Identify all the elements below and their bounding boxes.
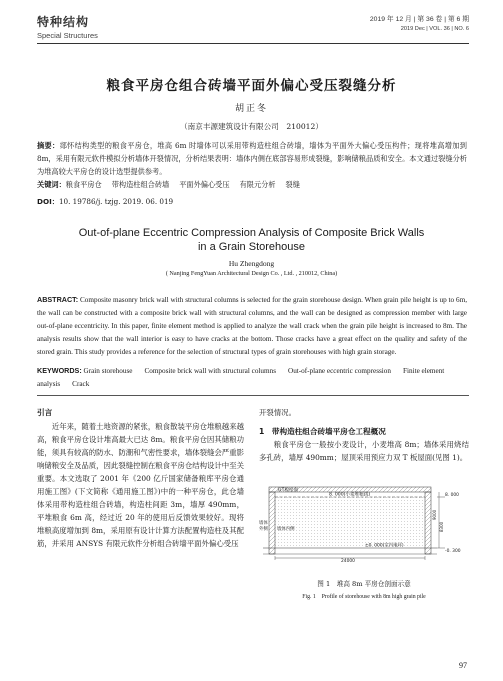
section1-paragraph: 粮食平房仓一般按小麦设计，小麦堆高 8m；墙体采用烧结多孔砖，墙厚 490mm；屋顶采用预应力双 T 板屋面(见图 1)。	[259, 440, 469, 463]
abstract-label-cn: 摘要：	[37, 141, 60, 150]
journal-name-en: Special Structures	[37, 31, 98, 40]
abstract-cn	[37, 139, 467, 179]
left-column	[37, 406, 244, 551]
label-dim-b: 8300	[439, 521, 444, 532]
label-elev-low: -0. 300	[445, 549, 461, 554]
keyword-en: Composite brick wall with structural columns	[144, 367, 276, 375]
keyword-cn: 带构造柱组合砖墙	[111, 180, 170, 189]
keywords-label-en: KEYWORDS:	[37, 366, 82, 375]
figure-caption-cn: 图 1 堆高 8m 平房仓剖面示意	[317, 580, 411, 588]
article-title-en	[0, 226, 503, 254]
page-number: 97	[459, 661, 467, 670]
keyword-en: Finite element analysis	[37, 367, 445, 388]
doi-link[interactable]: 10. 19786/j. tzjg. 2019. 06. 019	[58, 197, 174, 206]
intro-heading: 引言	[37, 408, 53, 417]
figure-caption-en: Fig. 1 Profile of storehouse with 8m high grain pile	[302, 594, 426, 600]
label-floor: ±0. 000(室内地坪)	[365, 543, 404, 549]
title-en-line2: in a Grain Storehouse	[197, 241, 305, 253]
keyword-cn: 裂缝	[285, 180, 300, 189]
keyword-en: Out-of-plane eccentric compression	[288, 367, 391, 375]
abstract-divider	[37, 395, 469, 396]
keywords-en	[37, 364, 467, 391]
continued-text: 开裂情况。	[259, 408, 296, 417]
author-en: Hu Zhengdong	[228, 259, 275, 268]
label-wall-outer-1: 墙体	[259, 521, 268, 526]
abstract-text-en: Composite masonry brick wall with structural columns is selected for the grain storehouse design. When grain pile height is up to 6m, the wall can be constructed with a composite brick wall with structural columns, and the wall can be designed as compression member with large out-of-plane eccentricity. In this paper, finite element method is applied to analyze the wall crack when the grain pile height is increased to 8m. The analysis results show that the wall interior is easy to have cracks at the bottom. Those cracks have a great effect on the quality and safety of the stored grain. This study provides a reference for the selection of structural types of grain storehouses with high grain storage.	[37, 296, 467, 357]
journal-logo: 特种结构	[37, 15, 90, 29]
journal-header-left	[37, 13, 98, 40]
intro-paragraph: 近年来，随着土地资源的紧张，粮食散装平房仓堆粮越来越高，粮食平房仓设计堆高最大已达 8m。粮食平房仓因其储粮功能，须具有较高的防水、防潮和气密性要求，墙体裂缝会严重影响储粮安全及品质，因此裂缝控制在粮食平房仓结构设计中至关重要。本文选取了 2001 年《200 亿斤国家储备粮库平房仓通用施工图》(下文简称《通用施工图》)中的一种平房仓，此仓墙体采用带构造柱组合砖墙，构造柱间距 3m，墙厚 490mm，平堆粮食 6m 高，经过近 20 年的使用后反馈效果较好。现将堆粮高度增加到 8m，采用原有设计计算方法配置构造柱及其配筋，并采用 ANSYS 有限元软件分析组合砖墙平面外偏心受压	[37, 422, 244, 549]
author-cn: 胡正冬	[234, 104, 268, 114]
issue-info-en: 2019 Dec | VOL. 36 | NO. 6	[400, 26, 469, 32]
label-wall-outer-2: 外侧	[259, 527, 268, 532]
label-elev-top: 8. 000	[445, 493, 459, 498]
keywords-cn	[37, 180, 467, 190]
keyword-en: Grain storehouse	[83, 367, 133, 375]
journal-header-right	[370, 13, 469, 32]
abstract-en	[37, 293, 467, 359]
doi	[37, 197, 173, 207]
label-wall-inner: 墙体内侧	[277, 527, 295, 532]
title-en-line1: Out-of-plane Eccentric Compression Analysis of Composite Brick Walls	[78, 227, 425, 239]
left-wall	[269, 492, 275, 554]
affiliation-en: ( Nanjing FengYuan Architectural Design Co. , Ltd. , 210012, China)	[165, 270, 338, 277]
keyword-cn: 粮食平房仓	[65, 180, 102, 189]
affiliation-cn: （南京丰源建筑设计有限公司 210012）	[180, 122, 323, 131]
keyword-en: Crack	[72, 380, 90, 388]
doi-label: DOI：	[37, 197, 59, 206]
section1-heading: 1 带构造柱组合砖墙平房仓工程概况	[259, 427, 386, 437]
keyword-cn: 有限元分析	[239, 180, 276, 189]
abstract-label-en: ABSTRACT:	[37, 295, 79, 304]
issue-info-cn: 2019 年 12 月 | 第 36 卷 | 第 6 期	[369, 16, 469, 23]
abstract-text-cn: 郯怀结构类型的粮食平房仓，堆高 6m 时墙体可以采用带构造柱组合砖墙，墙体为平面外大偏心受压构件；现将堆高增加到 8m，采用有限元软件模拟分析墙体开裂情况，分析结果表明：墙体内侧在底部容易形成裂缝，影响储粮品质和安全。本文通过裂缝分析为堆高较大平房仓的设计选型提供参考。	[37, 141, 467, 177]
keywords-label-cn: 关键词：	[37, 180, 66, 189]
right-column	[259, 406, 469, 464]
grain-pile	[275, 497, 425, 548]
keyword-cn: 平面外偏心受压	[179, 180, 230, 189]
storehouse-section-figure	[259, 484, 469, 562]
label-grain-top: 8. 000(小麦堆粮线)	[329, 492, 371, 498]
label-dim-a: 9000	[432, 509, 437, 520]
header-divider	[37, 43, 469, 44]
right-wall	[425, 492, 431, 554]
label-span: 24000	[341, 559, 355, 562]
label-roof: 双T板屋面	[277, 488, 299, 493]
article-title-cn: 粮食平房仓组合砖墙平面外偏心受压裂缝分析	[106, 78, 397, 94]
